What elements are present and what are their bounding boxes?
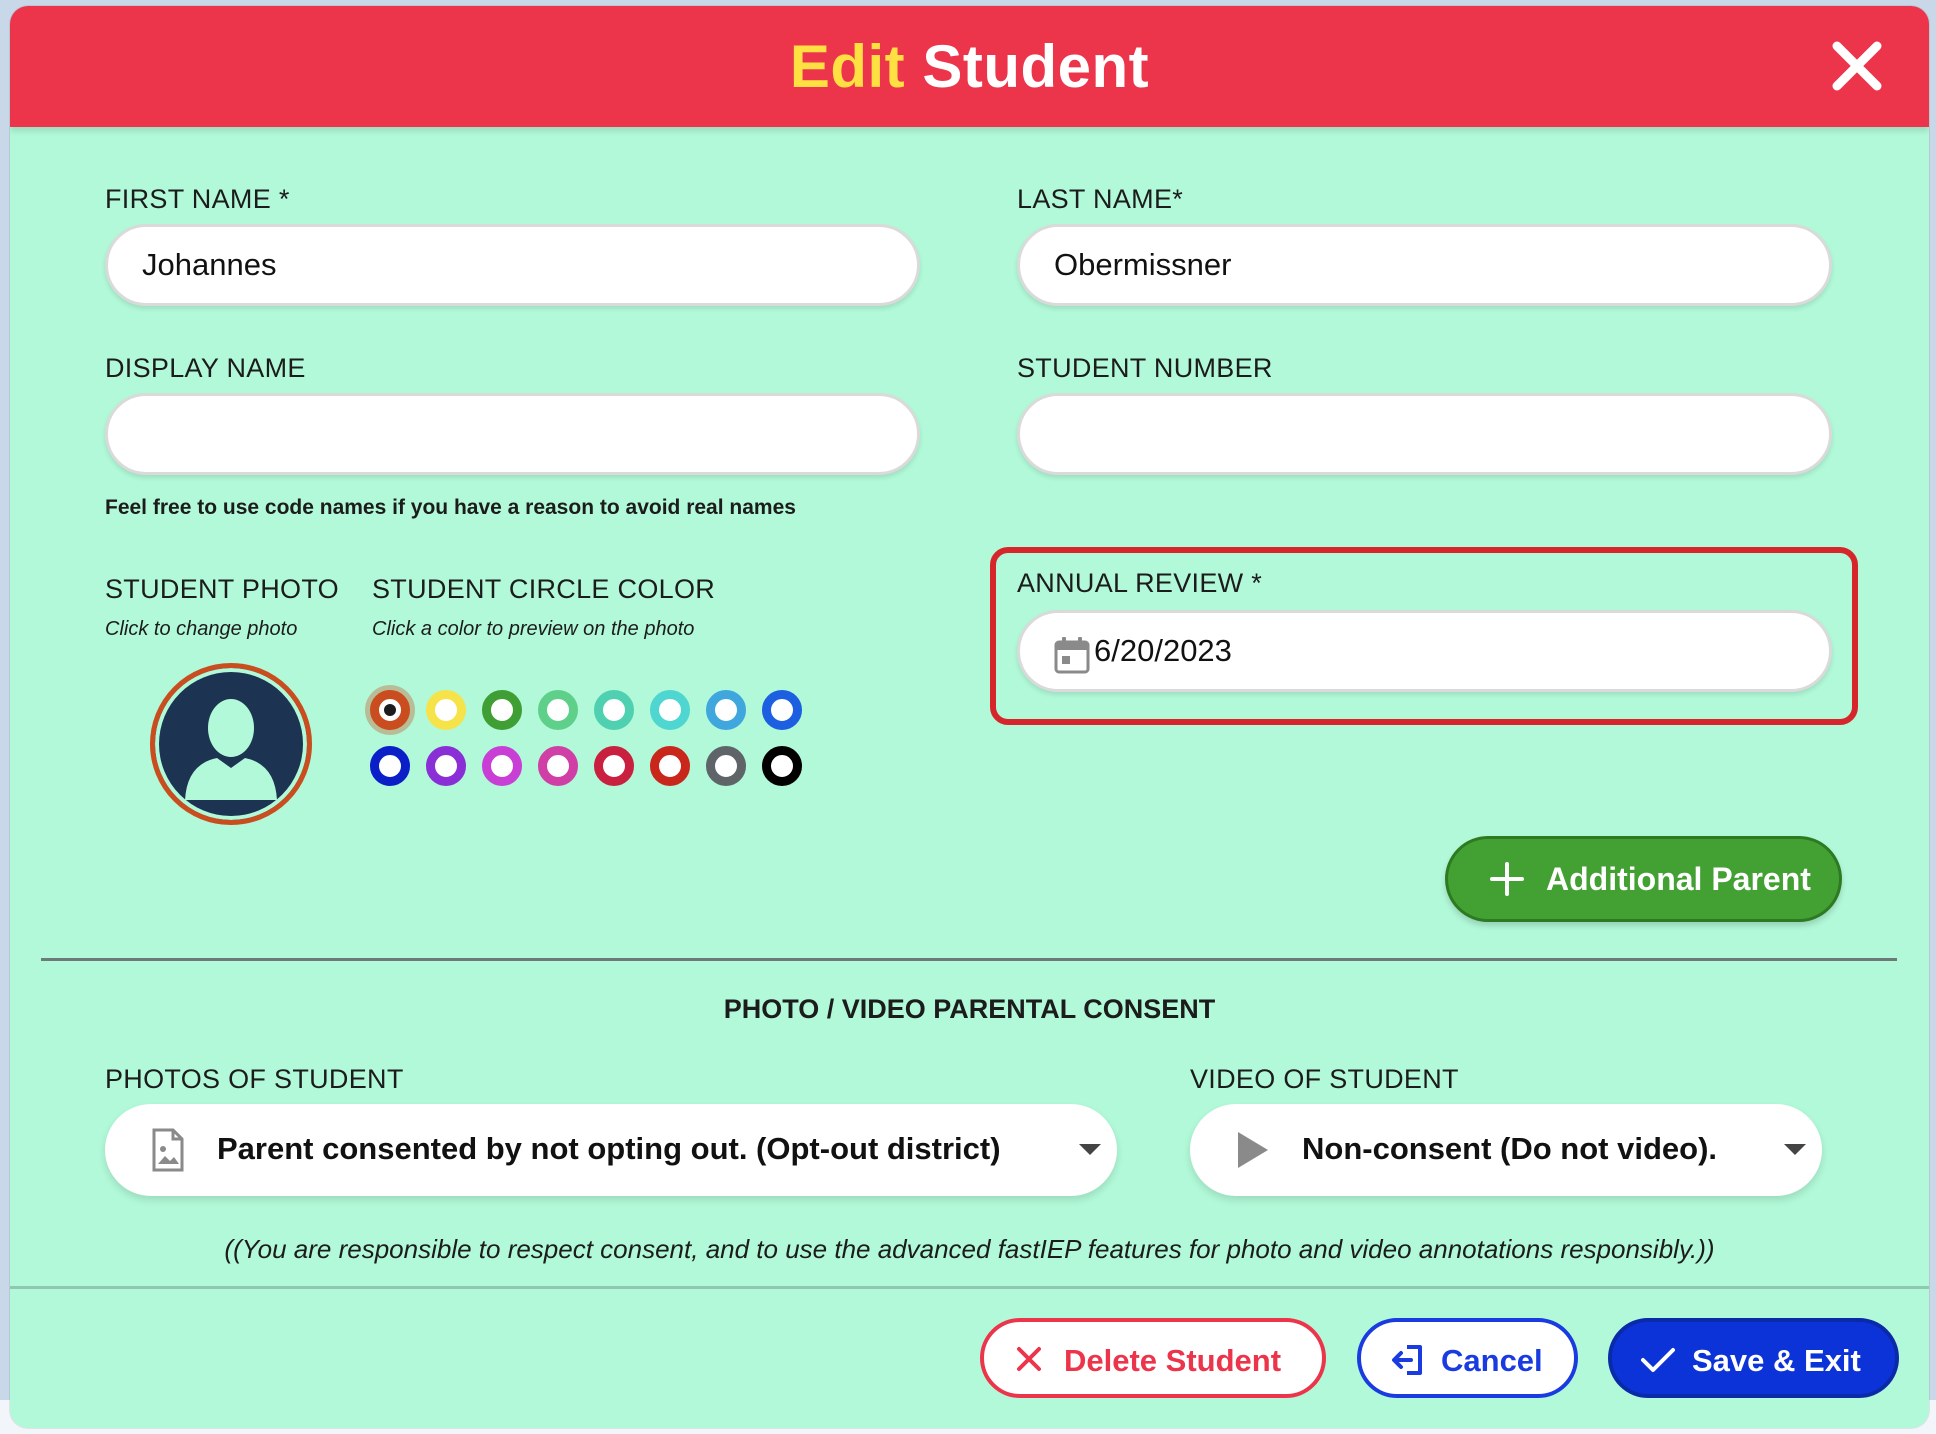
color-swatch[interactable] [370, 746, 410, 786]
calendar-icon [1054, 636, 1090, 674]
circle-color-label: STUDENT CIRCLE COLOR [372, 574, 716, 604]
modal-title-edit: Edit [789, 33, 906, 100]
photos-consent-select[interactable] [105, 1104, 1117, 1196]
color-swatch[interactable] [538, 746, 578, 786]
first-name-input[interactable] [105, 224, 920, 306]
color-swatch[interactable] [706, 690, 746, 730]
footer-divider [10, 1286, 1929, 1289]
cancel-button[interactable] [1357, 1318, 1578, 1398]
annual-review-label: ANNUAL REVIEW * [1017, 568, 1263, 598]
video-consent-select[interactable] [1190, 1104, 1822, 1196]
video-of-student-label: VIDEO OF STUDENT [1190, 1064, 1459, 1094]
color-swatch[interactable] [370, 690, 410, 730]
chevron-down-icon [1079, 1144, 1101, 1155]
display-name-label: DISPLAY NAME [105, 353, 306, 383]
annual-review-date-input[interactable] [1017, 610, 1832, 692]
close-icon [1831, 40, 1883, 92]
color-swatch[interactable] [706, 746, 746, 786]
color-swatch[interactable] [538, 690, 578, 730]
plus-icon [1490, 861, 1524, 897]
consent-section-title: PHOTO / VIDEO PARENTAL CONSENT [723, 994, 1216, 1024]
image-file-icon [151, 1128, 185, 1172]
person-silhouette-icon [155, 668, 307, 820]
student-photo-avatar[interactable] [150, 663, 312, 825]
modal-title-student: Student [905, 33, 1150, 100]
section-divider [41, 958, 1897, 961]
save-and-exit-label: Save & Exit [1692, 1343, 1861, 1378]
chevron-down-icon [1784, 1144, 1806, 1155]
color-swatch[interactable] [650, 746, 690, 786]
modal-header [10, 6, 1929, 127]
exit-icon [1389, 1344, 1425, 1376]
photos-of-student-label: PHOTOS OF STUDENT [105, 1064, 404, 1094]
modal-title [10, 32, 1929, 101]
photos-consent-value: Parent consented by not opting out. (Opt-out district) [217, 1131, 1001, 1166]
color-swatch[interactable] [426, 690, 466, 730]
delete-student-button[interactable] [980, 1318, 1326, 1398]
color-swatch[interactable] [762, 746, 802, 786]
play-icon [1236, 1130, 1270, 1170]
video-consent-value: Non-consent (Do not video). [1302, 1131, 1718, 1166]
save-and-exit-button[interactable] [1608, 1318, 1899, 1398]
additional-parent-label: Additional Parent [1546, 861, 1811, 897]
student-photo-label: STUDENT PHOTO [105, 574, 339, 604]
checkmark-icon [1640, 1346, 1676, 1374]
color-swatch[interactable] [650, 690, 690, 730]
color-swatch[interactable] [594, 746, 634, 786]
color-swatch[interactable] [482, 690, 522, 730]
student-photo-hint: Click to change photo [105, 618, 298, 640]
delete-student-label: Delete Student [1064, 1343, 1282, 1378]
close-button[interactable] [1831, 40, 1883, 92]
close-icon [1016, 1346, 1042, 1372]
color-swatch[interactable] [594, 690, 634, 730]
student-number-input[interactable] [1017, 393, 1832, 475]
consent-disclaimer: ((You are responsible to respect consent, and to use the advanced fastIEP features for photo and video annotations responsibly.)) [224, 1234, 1715, 1264]
last-name-input[interactable] [1017, 224, 1832, 306]
edit-student-modal [10, 6, 1929, 1428]
additional-parent-button[interactable] [1445, 836, 1842, 922]
first-name-label: FIRST NAME * [105, 184, 290, 214]
color-swatch[interactable] [482, 746, 522, 786]
last-name-label: LAST NAME* [1017, 184, 1184, 214]
selected-dot-icon [384, 704, 396, 716]
cancel-label: Cancel [1441, 1343, 1543, 1378]
student-number-label: STUDENT NUMBER [1017, 353, 1273, 383]
circle-color-hint: Click a color to preview on the photo [372, 618, 695, 640]
color-swatch[interactable] [762, 690, 802, 730]
color-swatch[interactable] [426, 746, 466, 786]
display-name-input[interactable] [105, 393, 920, 475]
display-name-note: Feel free to use code names if you have a reason to avoid real names [105, 496, 796, 519]
